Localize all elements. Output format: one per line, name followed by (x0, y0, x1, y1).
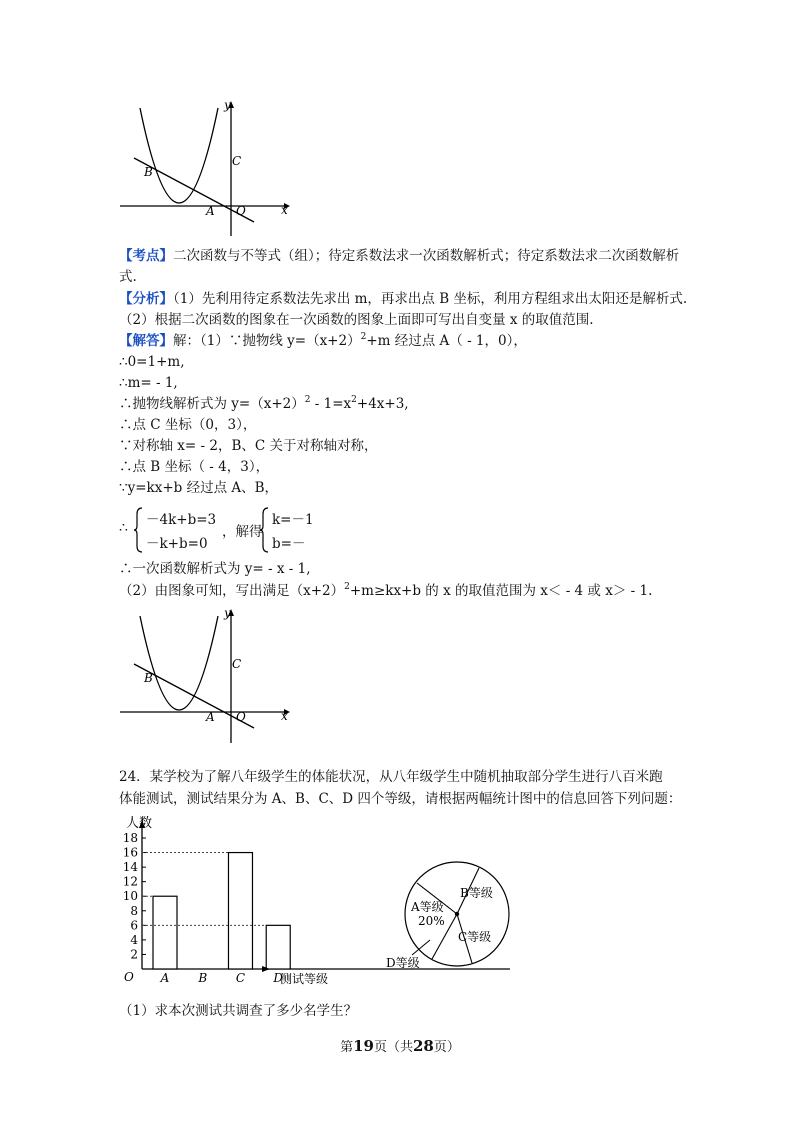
y-tick-label: 14 (122, 860, 138, 875)
jieda-line2: ∴0=1+m, (119, 354, 185, 370)
kaodian-text: 二次函数与不等式（组）；待定系数法求一次函数解析式；待定系数法求二次函数解析 (173, 248, 680, 264)
jieda-line3: ∴m= - 1, (119, 375, 178, 391)
fenxi-line (119, 290, 687, 308)
origin-label: O (236, 710, 246, 724)
y-axis-label: y (224, 98, 231, 112)
jieda-line1 (119, 332, 527, 350)
origin-label: O (236, 204, 246, 218)
origin-label: O (124, 970, 134, 984)
jieda-l1-b: +m 经过点 A（ - 1，0）， (366, 333, 527, 349)
x-tick-label: D (273, 971, 284, 985)
left-brace-icon (134, 506, 144, 554)
jieda-l4-sup1: 2 (304, 395, 311, 405)
x-tick-label: C (235, 971, 246, 985)
y-tick-label: 8 (130, 903, 138, 918)
y-axis-label: 人数 (126, 816, 153, 831)
q24-line2: 体能测试，测试结果分为 A、B、C、D 四个等级，请根据两幅统计图中的信息回答下列问题： (119, 791, 682, 807)
y-tick-label: 2 (130, 947, 138, 962)
jieda-tag: 【解答】 (119, 333, 173, 349)
solve-text: ，解得 (222, 524, 263, 540)
fenxi-tag: 【分析】 (119, 291, 173, 307)
x-axis-label: x (281, 709, 288, 723)
bar-c (228, 853, 252, 969)
bar-a (153, 896, 177, 969)
y-tick-label: 6 (130, 918, 138, 933)
jieda-l4-sup2: 2 (351, 395, 357, 405)
system-eq1: －4k+b=3 (146, 512, 217, 528)
point-a-label: A (206, 710, 215, 724)
x-axis-label: x (281, 203, 288, 217)
jieda-l4-b: - 1=x (310, 396, 352, 412)
point-b-label: B (144, 671, 153, 685)
y-tick-label: 10 (122, 889, 138, 904)
pie-chart (380, 855, 520, 980)
kaodian-continuation: 式. (119, 269, 137, 285)
y-tick-label: 16 (122, 845, 138, 860)
jieda-line9: ∴一次函数解析式为 y= - x - 1, (119, 561, 311, 577)
parabola-curve (140, 108, 218, 203)
solution-k: k=－1 (272, 512, 314, 528)
pie-label-a: A等级 (411, 900, 444, 914)
footer-post: 页） (433, 1040, 460, 1055)
point-c-label: C (232, 154, 242, 168)
equation-system (119, 506, 319, 554)
footer-mid: 页（共 (373, 1040, 413, 1055)
system-eq2: －k+b=0 (146, 536, 208, 552)
right-brace-icon (260, 506, 270, 554)
jieda-l1-a: 解：（1）∵抛物线 y=（x+2） (173, 333, 361, 349)
jieda-line8: ∵y=kx+b 经过点 A、B， (119, 480, 279, 496)
parabola-curve (140, 616, 218, 710)
footer-total-pages: 28 (413, 1037, 434, 1055)
parabola-graph-top (116, 96, 296, 246)
jieda-l10-b: +m≥kx+b 的 x 的取值范围为 x＜ - 4 或 x＞ - 1. (349, 583, 653, 599)
x-tick-label: B (198, 971, 208, 985)
y-tick-label: 18 (122, 831, 138, 845)
therefore-symbol: ∴ (119, 520, 128, 536)
footer-page-number: 19 (353, 1037, 374, 1055)
jieda-line6: ∵对称轴 x= - 2，B、C 关于对称轴对称， (119, 438, 378, 454)
y-tick-label: 4 (130, 932, 138, 947)
pie-label-b: B等级 (460, 886, 493, 900)
parabola-graph-bottom (116, 600, 296, 750)
pie-center (455, 912, 459, 916)
jieda-line5: ∴点 C 坐标（0，3）， (119, 417, 257, 433)
q24-line1: 24．某学校为了解八年级学生的体能状况，从八年级学生中随机抽取部分学生进行八百米跑 (119, 769, 663, 785)
bar-d (266, 925, 290, 969)
jieda-line7: ∴点 B 坐标（ - 4，3）， (119, 459, 270, 475)
pie-label-a-percent: 20% (418, 914, 445, 928)
point-c-label: C (232, 657, 242, 671)
jieda-l4-a: ∴抛物线解析式为 y=（x+2） (119, 396, 305, 412)
kaodian-line (119, 247, 679, 265)
pie-label-d: D等级 (386, 956, 420, 970)
jieda-l1-sup: 2 (360, 332, 367, 342)
jieda-line10 (119, 582, 652, 600)
jieda-l10-a: （2）由图象可知，写出满足（x+2） (119, 583, 345, 599)
jieda-line4 (119, 395, 409, 413)
footer-pre: 第 (340, 1040, 354, 1055)
page-footer (0, 1036, 800, 1055)
q24-sub1: （1）求本次测试共调查了多少名学生？ (119, 1003, 358, 1019)
jieda-l4-c: +4x+3, (356, 396, 409, 412)
y-tick-label: 12 (122, 874, 138, 889)
point-a-label: A (206, 204, 215, 218)
y-axis-label: y (224, 606, 231, 620)
solution-b: b=－ (272, 536, 306, 552)
x-tick-label: A (160, 971, 170, 985)
fenxi-line2: （2）根据二次函数的图象在一次函数的图象上面即可写出自变量 x 的取值范围. (119, 312, 594, 328)
point-b-label: B (144, 165, 153, 179)
x-axis-label: 测试等级 (280, 972, 329, 986)
jieda-l10-sup: 2 (344, 582, 350, 592)
kaodian-tag: 【考点】 (119, 248, 173, 264)
pie-label-c: C等级 (458, 930, 492, 944)
fenxi-text: （1）先利用待定系数法先求出 m，再求出点 B 坐标，利用方程组求出太阳还是解析式. (173, 291, 688, 307)
